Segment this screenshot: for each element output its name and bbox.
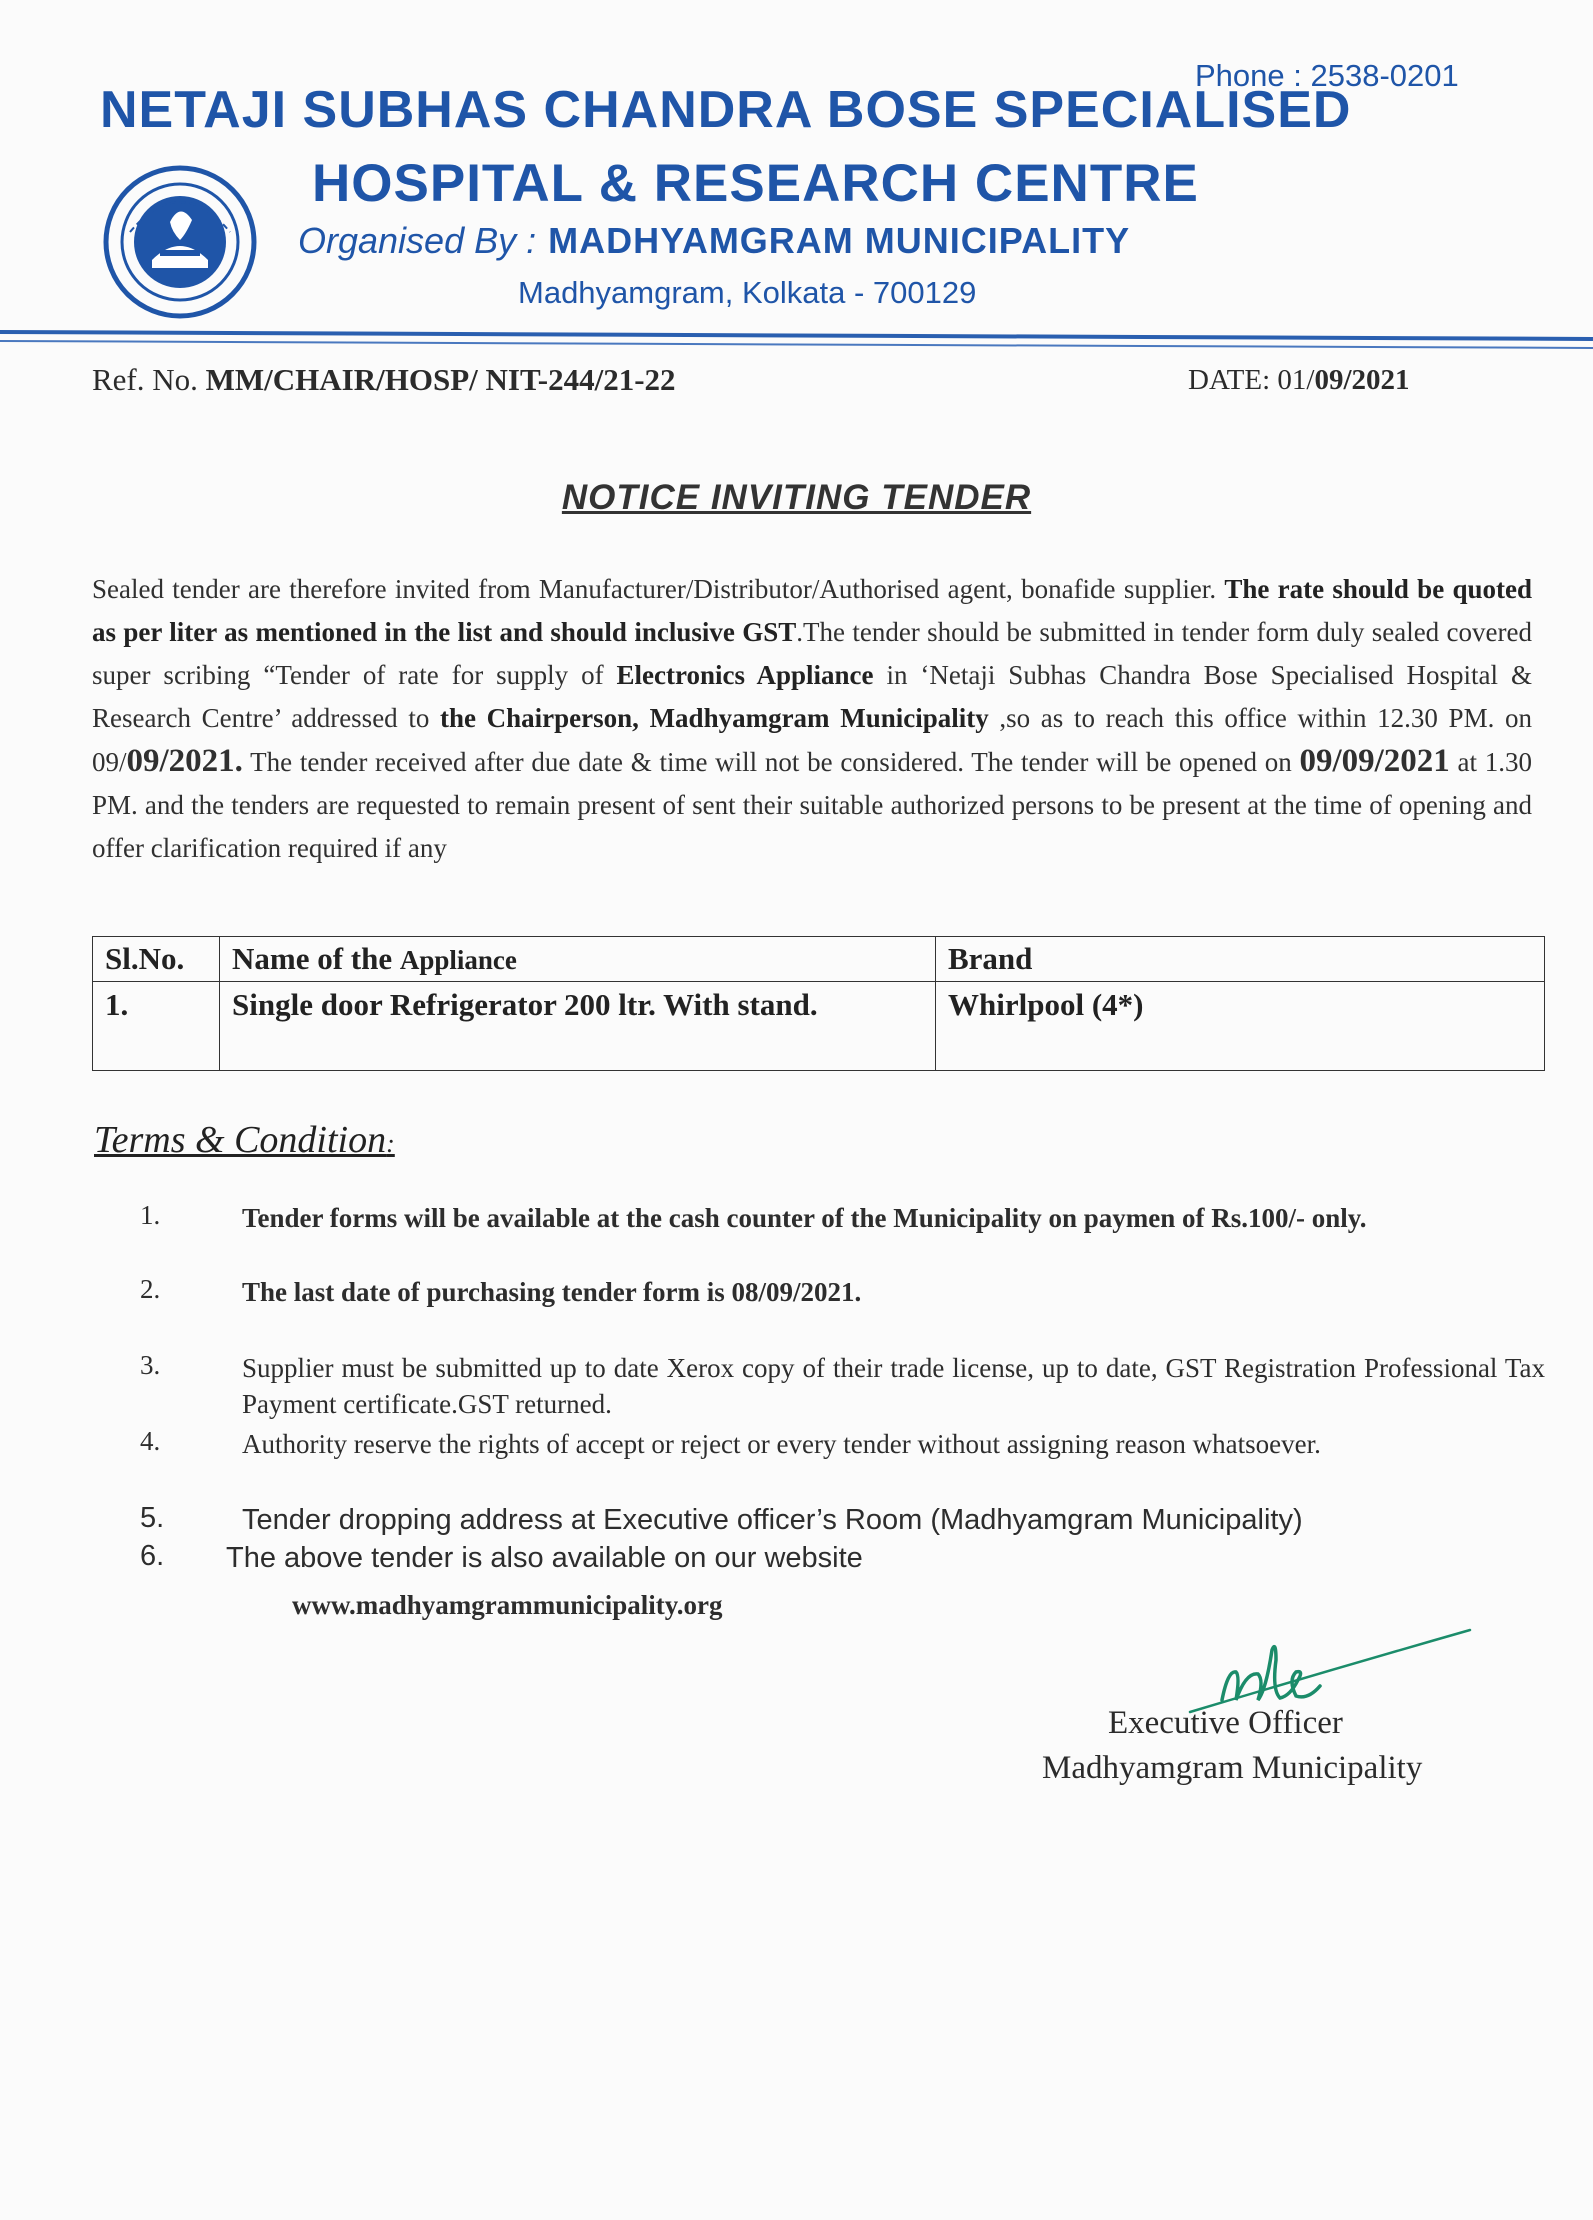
term-text: Tender dropping address at Executive officer’s Room (Madhyamgram Municipality) xyxy=(242,1504,1303,1536)
table-header-row xyxy=(93,937,1545,982)
hospital-name-line-1: NETAJI SUBHAS CHANDRA BOSE SPECIALISED xyxy=(100,81,1352,139)
date-label: DATE: 01/ xyxy=(1188,364,1315,396)
website-url: www.madhyamgrammunicipality.org xyxy=(292,1590,723,1620)
date-value: 09/2021 xyxy=(1314,364,1410,396)
row-sl: 1. xyxy=(93,982,220,1071)
term-number: 5. xyxy=(140,1502,165,1534)
para-bold-1: The rate should be quoted as per liter as mentioned in the list and should inclusive GST xyxy=(92,574,1532,647)
table-row xyxy=(93,982,1545,1071)
list-item xyxy=(140,1350,1545,1426)
term-text: The last date of purchasing tender form is 08/09/2021. xyxy=(242,1277,862,1307)
para-text-2: .The tender should be submitted in tender form duly sealed covered super scribing “Tender of rate for supply of xyxy=(92,617,1532,690)
signatory-organisation: Madhyamgram Municipality xyxy=(1042,1750,1423,1786)
para-text-3: in ‘Netaji Subhas Chandra Bose Specialised Hospital & Research Centre’ addressed to xyxy=(92,660,1532,733)
para-text-6: at 1.30 PM. and the tenders are requested to remain present of sent their suitable authorized persons to be present at the time of opening and offer clarification required if any xyxy=(92,747,1532,863)
row-brand: Whirlpool (4*) xyxy=(936,982,1545,1071)
para-bold-2: Electronics Appliance xyxy=(616,660,874,690)
terms-heading-colon: : xyxy=(386,1129,395,1158)
term-text: Supplier must be submitted up to date Xerox copy of their trade license, up to date, GST Registration Professional Tax Payment certificate.GST returned. xyxy=(242,1353,1545,1419)
para-bold-3: the Chairperson, Madhyamgram Municipality xyxy=(440,703,989,733)
header-divider xyxy=(0,330,1593,341)
para-bold-5: 09/09/2021 xyxy=(1299,743,1450,779)
list-item xyxy=(124,1540,1545,1578)
page-title: NOTICE INVITING TENDER xyxy=(561,478,1032,517)
para-text-1: Sealed tender are therefore invited from Manufacturer/Distributor/Authorised agent, bonafide supplier. xyxy=(92,574,1225,604)
ref-label: Ref. No. xyxy=(92,362,198,397)
municipality-seal-icon xyxy=(100,162,260,322)
list-item xyxy=(140,1200,1545,1274)
list-item xyxy=(140,1502,1545,1540)
organised-by-label: Organised By : xyxy=(298,220,537,261)
term-number: 4. xyxy=(140,1426,161,1456)
para-bold-4: 09/2021. xyxy=(126,743,243,779)
ref-value: MM/CHAIR/HOSP/ NIT-244/21-22 xyxy=(205,362,676,397)
column-header-sl: Sl.No. xyxy=(93,937,220,982)
header-divider-thin xyxy=(0,340,1593,349)
list-item xyxy=(140,1274,1545,1350)
notice-date xyxy=(1188,364,1410,397)
term-number: 1. xyxy=(140,1200,161,1230)
column-header-brand: Brand xyxy=(936,937,1545,982)
address: Madhyamgram, Kolkata - 700129 xyxy=(518,275,977,310)
organisation-name: MADHYAMGRAM MUNICIPALITY xyxy=(548,220,1131,261)
para-text-4: ,so as to reach this office within 12.30 PM. on 09/ xyxy=(92,703,1532,777)
term-number: 2. xyxy=(140,1274,161,1304)
signature-icon xyxy=(1180,1610,1480,1720)
signatory-title: Executive Officer xyxy=(1108,1705,1343,1741)
terms-heading xyxy=(94,1118,395,1162)
terms-heading-text: Terms & Condition xyxy=(94,1119,387,1161)
term-text: The above tender is also available on our website xyxy=(226,1542,863,1574)
para-text-5: The tender received after due date & time will not be considered. The tender will be opened on xyxy=(242,747,1300,777)
phone-number: Phone : 2538-0201 xyxy=(1195,58,1459,93)
hospital-name-line-2: HOSPITAL & RESEARCH CENTRE xyxy=(312,154,1199,213)
reference-number xyxy=(92,362,676,398)
appliance-table xyxy=(92,936,1545,1071)
term-number: 3. xyxy=(140,1350,161,1380)
term-text: Tender forms will be available at the cash counter of the Municipality on paymen of Rs.100/- only. xyxy=(242,1203,1367,1233)
row-appliance-name: Single door Refrigerator 200 ltr. With stand. xyxy=(220,982,936,1071)
term-number: 6. xyxy=(140,1540,165,1572)
tender-description xyxy=(92,568,1532,870)
organised-by-line xyxy=(298,220,1130,262)
column-header-name-a: Name of the xyxy=(232,941,393,976)
terms-list xyxy=(140,1200,1545,1578)
list-item xyxy=(140,1426,1545,1502)
column-header-name xyxy=(220,937,936,982)
term-text: Authority reserve the rights of accept or reject or every tender without assigning reason whatsoever. xyxy=(242,1429,1321,1459)
column-header-name-b: Appliance xyxy=(399,945,517,975)
